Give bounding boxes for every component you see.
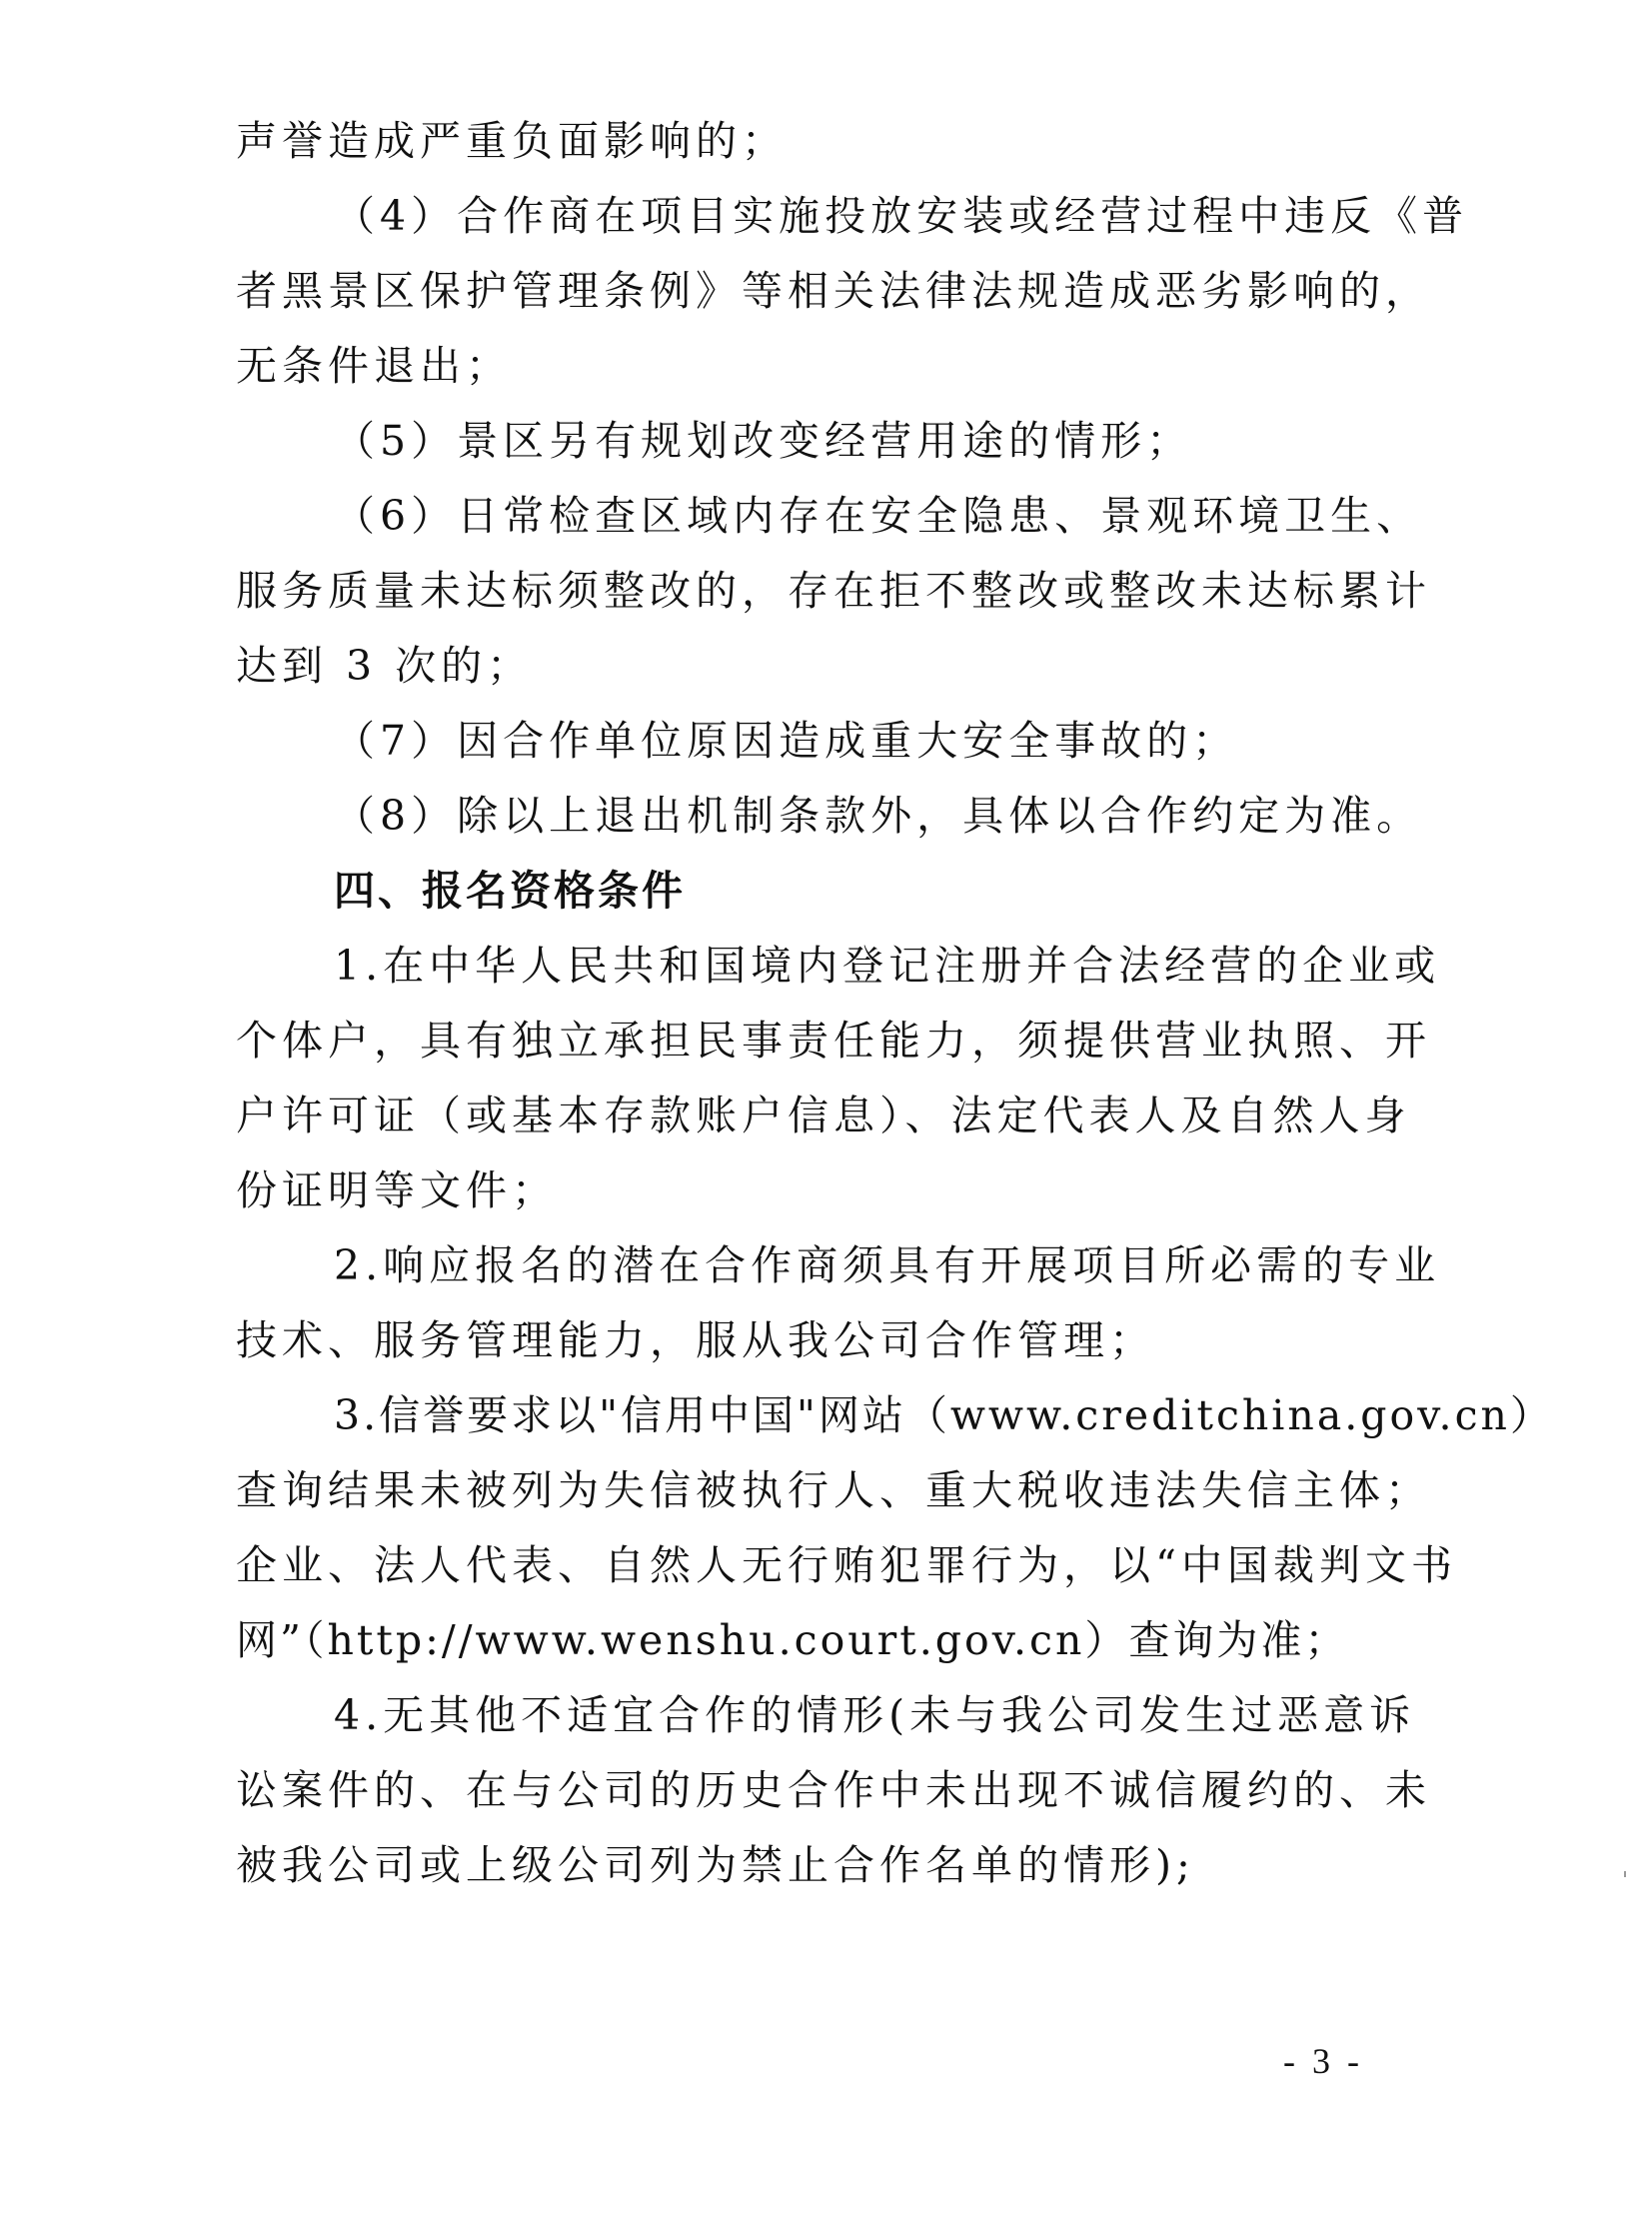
requirement-4-line: 4.无其他不适宜合作的情形(未与我公司发生过恶意诉 bbox=[334, 1691, 1416, 1739]
paragraph-line: 声誉造成严重负面影响的； bbox=[236, 117, 788, 165]
paragraph-line: 技术、服务管理能力，服从我公司合作管理； bbox=[236, 1316, 1155, 1364]
paragraph-line: 被我公司或上级公司列为禁止合作名单的情形); bbox=[236, 1841, 1195, 1889]
requirement-1-line: 1.在中华人民共和国境内登记注册并合法经营的企业或 bbox=[334, 942, 1441, 990]
paragraph-line: 者黑景区保护管理条例》等相关法律法规造成恶劣影响的， bbox=[236, 267, 1431, 315]
clause-7-line: （7）因合作单位原因造成重大安全事故的； bbox=[334, 717, 1239, 765]
paragraph-line: 查询结果未被列为失信被执行人、重大税收违法失信主体； bbox=[236, 1466, 1431, 1514]
paragraph-line: 户许可证（或基本存款账户信息）、法定代表人及自然人身 bbox=[236, 1092, 1411, 1139]
document-body bbox=[236, 104, 1554, 1903]
paragraph-line: 服务质量未达标须整改的，存在拒不整改或整改未达标累计 bbox=[236, 567, 1431, 615]
paragraph-line: 份证明等文件； bbox=[236, 1166, 558, 1214]
page-number: - 3 - bbox=[1283, 2041, 1363, 2081]
paragraph-line: 达到 3 次的； bbox=[236, 642, 534, 690]
paragraph-line: 无条件退出； bbox=[236, 342, 512, 390]
clause-4-line: （4）合作商在项目实施投放安装或经营过程中违反《普 bbox=[334, 192, 1469, 240]
clause-5-line: （5）景区另有规划改变经营用途的情形； bbox=[334, 417, 1193, 465]
requirement-3-line: 3.信誉要求以"信用中国"网站（www.creditchina.gov.cn） bbox=[334, 1391, 1554, 1439]
clause-8-line: （8）除以上退出机制条款外，具体以合作约定为准。 bbox=[334, 792, 1423, 840]
paragraph-line: 个体户，具有独立承担民事责任能力，须提供营业执照、开 bbox=[236, 1017, 1431, 1065]
paragraph-line: 企业、法人代表、自然人无行贿犯罪行为，以“中国裁判文书 bbox=[236, 1541, 1457, 1589]
scan-speck bbox=[1624, 1871, 1626, 1877]
section-heading: 四、报名资格条件 bbox=[334, 867, 686, 915]
requirement-2-line: 2.响应报名的潜在合作商须具有开展项目所必需的专业 bbox=[334, 1241, 1441, 1289]
paragraph-line: 网”（http://www.wenshu.court.gov.cn）查询为准； bbox=[236, 1616, 1349, 1664]
clause-6-line: （6）日常检查区域内存在安全隐患、景观环境卫生、 bbox=[334, 492, 1423, 540]
paragraph-line: 讼案件的、在与公司的历史合作中未出现不诚信履约的、未 bbox=[236, 1766, 1431, 1814]
